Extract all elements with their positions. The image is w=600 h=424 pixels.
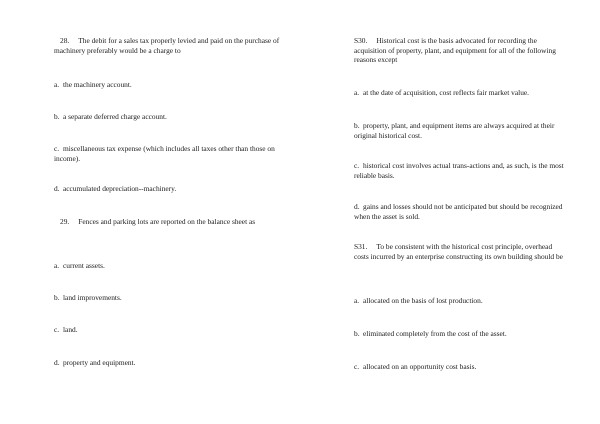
question-s30-option-a — [354, 88, 564, 98]
option-text: gains and losses should not be anticipated but should be recognized when the asset is sold. — [354, 202, 563, 221]
option-letter: d. — [354, 202, 360, 211]
option-text: land improvements. — [63, 293, 122, 302]
question-s31-stem — [354, 242, 564, 261]
question-29-stem — [54, 217, 286, 227]
option-text: land. — [63, 325, 78, 334]
option-text: eliminated completely from the cost of the asset. — [363, 329, 507, 338]
question-s30-number: S30. — [354, 36, 368, 45]
question-28-option-a — [54, 80, 286, 90]
option-letter: d. — [54, 184, 60, 193]
question-28-number: 28. — [60, 36, 70, 45]
question-29-option-c — [54, 325, 286, 335]
option-letter: a. — [54, 80, 60, 89]
question-s31-text: To be consistent with the historical cost principle, overhead costs incurred by an enterprise constructing its own building should be — [354, 242, 563, 261]
option-text: at the date of acquisition, cost reflects fair market value. — [363, 88, 530, 97]
option-letter: b. — [54, 293, 60, 302]
option-letter: c. — [354, 362, 360, 371]
option-letter: c. — [54, 325, 60, 334]
question-s30-option-b — [354, 121, 564, 140]
option-letter: d. — [54, 358, 60, 367]
option-text: a separate deferred charge account. — [63, 112, 167, 121]
option-text: allocated on an opportunity cost basis. — [363, 362, 477, 371]
question-29-option-b — [54, 293, 286, 303]
question-28-stem — [54, 36, 286, 55]
question-s31-option-c — [354, 362, 564, 372]
question-28-option-d — [54, 184, 286, 194]
question-28-option-c — [54, 144, 286, 163]
question-29-number: 29. — [60, 217, 70, 226]
option-text: property and equipment. — [63, 358, 136, 367]
question-s30-option-d — [354, 202, 564, 221]
option-letter: c. — [354, 161, 360, 170]
option-text: current assets. — [63, 261, 105, 270]
option-letter: a. — [354, 88, 360, 97]
option-letter: b. — [354, 329, 360, 338]
question-s30-option-c — [354, 161, 564, 180]
question-29-option-a — [54, 261, 286, 271]
option-text: historical cost involves actual trans-actions and, as such, is the most reliable basis. — [354, 161, 564, 180]
option-letter: a. — [354, 296, 360, 305]
question-28-option-b — [54, 112, 286, 122]
option-letter: b. — [54, 112, 60, 121]
question-29-option-d — [54, 358, 286, 368]
option-text: allocated on the basis of lost production. — [363, 296, 483, 305]
question-s31-option-a — [354, 296, 564, 306]
question-28-text: The debit for a sales tax properly levied and paid on the purchase of machinery preferably would be a charge to — [54, 36, 280, 55]
option-letter: b. — [354, 121, 360, 130]
question-s31-option-b — [354, 329, 564, 339]
option-text: miscellaneous tax expense (which includes all taxes other than those on income). — [54, 144, 275, 163]
option-text: accumulated depreciation--machinery. — [63, 184, 177, 193]
option-letter: c. — [54, 144, 60, 153]
question-29-text: Fences and parking lots are reported on the balance sheet as — [78, 217, 256, 226]
option-text: property, plant, and equipment items are always acquired at their original historical cost. — [354, 121, 555, 140]
question-s31-number: S31. — [354, 242, 368, 251]
option-letter: a. — [54, 261, 60, 270]
question-s30-text: Historical cost is the basis advocated for recording the acquisition of property, plant, and equipment for all of the following reasons except — [354, 36, 556, 65]
option-text: the machinery account. — [63, 80, 132, 89]
question-s30-stem — [354, 36, 564, 65]
